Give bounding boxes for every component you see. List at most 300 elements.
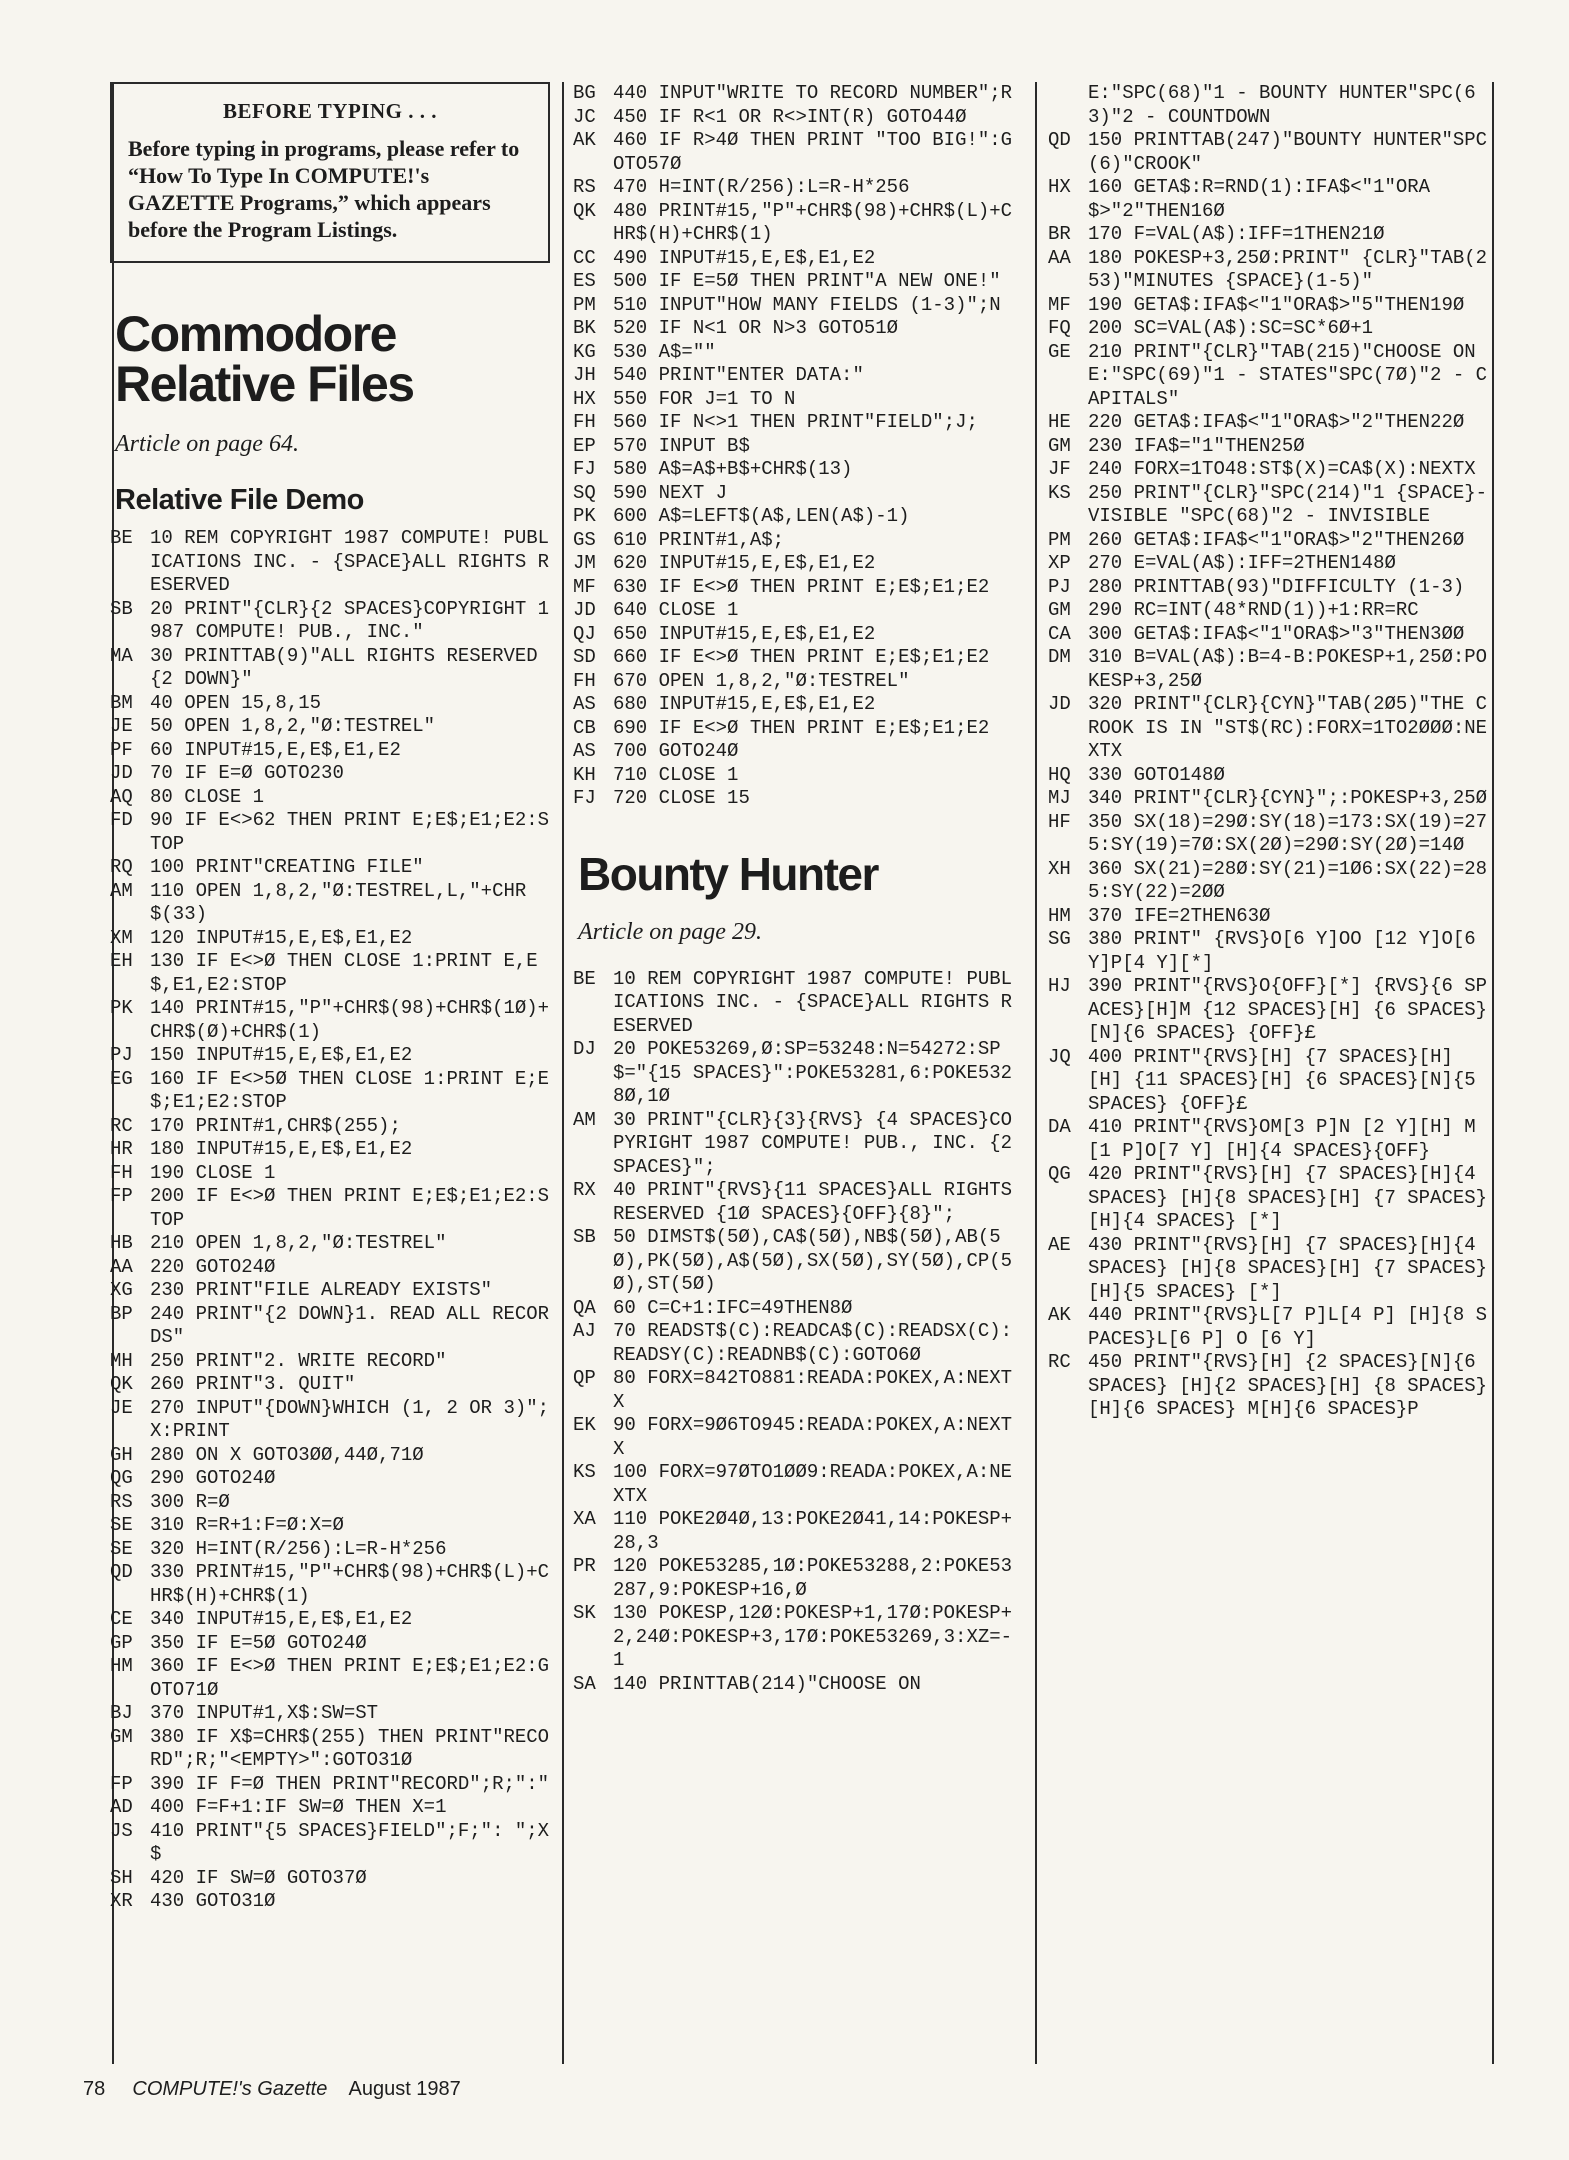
column-rule-middle [562, 82, 564, 2064]
line-number: 240 [150, 1302, 185, 1325]
code-line [573, 294, 1013, 318]
code-text [150, 856, 550, 880]
line-number: 570 [613, 434, 648, 457]
code-text [1088, 693, 1488, 764]
checksum: QG [110, 1467, 133, 1489]
statement: INPUT#15,E,E$,E1,E2 [195, 926, 413, 949]
statement: POKE2Ø4Ø,13:POKE2Ø41,14:POKESP+28,3 [613, 1508, 1013, 1554]
checksum: FJ [573, 458, 596, 480]
statement: FORX=1TO48:ST$(X)=CA$(X):NEXTX [1133, 458, 1476, 480]
code-text [1088, 928, 1488, 975]
code-text [150, 1397, 550, 1444]
code-text [1088, 764, 1488, 788]
checksum: HJ [1048, 975, 1071, 997]
code-listing-bounty-hunter [573, 967, 1024, 1697]
statement: IF E=5Ø GOTO24Ø [195, 1631, 367, 1654]
code-text [613, 693, 1013, 717]
checksum: JM [573, 552, 596, 574]
code-line [1048, 1046, 1488, 1117]
code-line [573, 482, 1013, 506]
article-title-line-2: Relative Files [115, 356, 414, 412]
code-line [1048, 294, 1488, 318]
checksum: RX [573, 1179, 596, 1201]
code-listing-bounty-hunter-continued [1048, 82, 1499, 1422]
statement: GOTO148Ø [1133, 763, 1225, 786]
code-line [1048, 1304, 1488, 1351]
line-number: 190 [150, 1161, 185, 1184]
code-text [613, 1602, 1013, 1673]
code-line [573, 740, 1013, 764]
checksum: AA [110, 1255, 133, 1278]
checksum: XM [110, 926, 133, 949]
line-number: 510 [613, 293, 648, 316]
code-line [110, 1726, 550, 1773]
code-line [110, 880, 550, 927]
line-number: 260 [1088, 528, 1123, 551]
checksum: HQ [1048, 763, 1071, 786]
code-line [1048, 576, 1488, 600]
checksum: BM [110, 691, 133, 714]
line-number: 450 [1088, 1351, 1123, 1373]
code-text [613, 787, 1013, 811]
checksum: AM [573, 1108, 596, 1131]
line-number: 440 [1088, 1304, 1123, 1326]
code-text [150, 1044, 550, 1068]
code-line [573, 1508, 1013, 1555]
code-line [1048, 176, 1488, 223]
line-number: 600 [613, 505, 648, 527]
statement: CLOSE 1 [658, 599, 739, 621]
code-text [613, 968, 1013, 1039]
checksum: JE [110, 1396, 133, 1419]
checksum: RQ [110, 856, 133, 878]
checksum: KS [1048, 481, 1071, 504]
line-number: 470 [613, 176, 648, 198]
statement: R=Ø [195, 1490, 230, 1513]
line-number: 120 [150, 926, 185, 949]
article-title [115, 306, 550, 412]
checksum: SD [573, 646, 596, 668]
line-number: 380 [150, 1725, 185, 1748]
checksum: JD [1048, 693, 1071, 715]
code-text [150, 1185, 550, 1232]
statement: PRINT"2. WRITE RECORD" [195, 1349, 447, 1372]
statement: IF R<1 OR R<>INT(R) GOTO44Ø [658, 105, 967, 128]
statement: INPUT#15,E,E$,E1,E2 [658, 246, 876, 269]
line-number: 10 [150, 527, 173, 549]
code-line [110, 1890, 550, 1914]
statement: IF F=Ø THEN PRINT"RECORD";R;":" [195, 1772, 550, 1795]
checksum: AM [110, 879, 133, 902]
checksum: SE [110, 1514, 133, 1536]
checksum: QK [573, 199, 596, 222]
before-typing-title: BEFORE TYPING . . . [223, 99, 437, 123]
code-line [1048, 435, 1488, 459]
checksum: RC [1048, 1351, 1071, 1373]
statement: PRINTTAB(247)"BOUNTY HUNTER"SPC(6)"CROOK" [1088, 129, 1488, 175]
checksum: QG [1048, 1163, 1071, 1185]
statement: FORX=842TO881:READA:POKEX,A:NEXTX [613, 1367, 1013, 1413]
code-line [110, 739, 550, 763]
code-text [150, 1303, 550, 1350]
code-text [150, 997, 550, 1044]
checksum: BJ [110, 1702, 133, 1724]
line-number: 80 [613, 1367, 636, 1389]
line-number: 430 [1088, 1233, 1123, 1256]
line-number: 300 [1088, 622, 1123, 645]
code-line [110, 1867, 550, 1891]
checksum: FQ [1048, 317, 1071, 339]
statement: PRINTTAB(93)"DIFFICULTY (1-3) [1133, 575, 1465, 598]
checksum: HR [110, 1138, 133, 1160]
line-number: 430 [150, 1890, 185, 1912]
line-number: 410 [1088, 1116, 1123, 1138]
statement: PRINTTAB(9)"ALL RIGHTS RESERVED{2 DOWN}" [150, 644, 538, 690]
statement: GETA$:IFA$<"1"ORA$>"2"THEN26Ø [1133, 528, 1465, 551]
checksum: HX [573, 387, 596, 410]
code-text [613, 505, 1013, 529]
statement: IF N<1 OR N>3 GOTO51Ø [658, 317, 899, 339]
statement: POKESP+3,25Ø:PRINT" {CLR}"TAB(253)"MINUTES {SPACE}(1-5)" [1088, 246, 1488, 292]
before-typing-body: Before typing in programs, please refer to “How To Type In COMPUTE!'s GAZETTE Programs,” which appears before the Program Listings. [128, 136, 520, 242]
checksum: XH [1048, 857, 1071, 880]
code-text [1088, 576, 1488, 600]
statement: IF E<>Ø THEN PRINT E;E$;E1;E2:STOP [150, 1185, 550, 1231]
line-number: 360 [1088, 857, 1123, 880]
code-text [613, 364, 1013, 388]
line-number: 140 [150, 997, 185, 1019]
statement: CLOSE 1 [184, 785, 265, 808]
code-text [150, 715, 550, 739]
code-line [110, 1561, 550, 1608]
code-line [573, 106, 1013, 130]
line-number: 690 [613, 716, 648, 739]
code-line [110, 786, 550, 810]
line-number: 320 [150, 1537, 185, 1560]
statement: INPUT#15,E,E$,E1,E2 [195, 1044, 413, 1066]
line-number: 90 [613, 1414, 636, 1436]
code-text [150, 1561, 550, 1608]
statement: GETA$:IFA$<"1"ORA$>"2"THEN22Ø [1133, 411, 1465, 433]
statement: SX(21)=28Ø:SY(21)=1Ø6:SX(22)=285:SY(22)=2ØØ [1088, 857, 1488, 903]
statement: IF E<>Ø THEN PRINT E;E$;E1;E2 [658, 575, 990, 598]
line-number: 140 [613, 1672, 648, 1695]
line-number: 70 [613, 1320, 636, 1342]
code-listing-relative-file-demo-continued [573, 82, 1013, 811]
code-line [110, 1773, 550, 1797]
line-number: 480 [613, 199, 648, 222]
statement: INPUT#15,E,E$,E1,E2 [658, 552, 876, 574]
checksum: BP [110, 1302, 133, 1325]
checksum: SB [573, 1226, 596, 1248]
code-text [1088, 905, 1488, 929]
checksum: HX [1048, 176, 1071, 198]
code-text [613, 1555, 1013, 1602]
statement: IF X$=CHR$(255) THEN PRINT"RECORD";R;"<EMPTY>":GOTO31Ø [150, 1725, 550, 1771]
statement: PRINT#15,"P"+CHR$(98)+CHR$(1Ø)+CHR$(Ø)+CHR$(1) [150, 997, 550, 1043]
statement: READST$(C):READCA$(C):READSX(C):READSY(C):READNB$(C):GOTO6Ø [613, 1320, 1013, 1366]
code-text [1088, 411, 1488, 435]
code-line [110, 1303, 550, 1350]
statement: ON X GOTO3ØØ,44Ø,71Ø [195, 1443, 424, 1466]
checksum: MA [110, 644, 133, 667]
code-text [1088, 294, 1488, 318]
code-text [1088, 529, 1488, 553]
line-number: 120 [613, 1555, 648, 1577]
checksum: FH [573, 411, 596, 433]
statement: E=VAL(A$):IFF=2THEN148Ø [1133, 552, 1396, 574]
code-line [1048, 646, 1488, 693]
code-line [110, 1068, 550, 1115]
code-line [110, 1608, 550, 1632]
code-text [150, 1491, 550, 1515]
statement: POKE53285,1Ø:POKE53288,2:POKE53287,9:POKESP+16,Ø [613, 1555, 1013, 1601]
code-text [150, 927, 550, 951]
code-text [1088, 646, 1488, 693]
statement: GOTO24Ø [195, 1467, 276, 1489]
code-line [1048, 481, 1499, 529]
line-number: 370 [1088, 904, 1123, 927]
code-text [150, 1162, 550, 1186]
checksum: GM [110, 1725, 133, 1748]
code-text [613, 200, 1013, 247]
line-number: 310 [1088, 646, 1123, 668]
line-number: 350 [1088, 810, 1123, 833]
line-number: 340 [1088, 787, 1123, 809]
code-text [1088, 1116, 1488, 1163]
code-text [1088, 458, 1488, 482]
page-footer [83, 2078, 461, 2101]
code-line [1048, 787, 1488, 811]
code-text [613, 1226, 1013, 1297]
issue-date: August 1987 [348, 2078, 461, 2100]
checksum: SA [573, 1672, 596, 1695]
code-text [150, 1232, 550, 1256]
code-text [613, 1108, 1024, 1180]
code-line [110, 1279, 550, 1303]
statement: REM COPYRIGHT 1987 COMPUTE! PUBLICATIONS INC. - {SPACE}ALL RIGHTS RESERVED [613, 967, 1013, 1037]
statement: PRINT#1,A$; [658, 528, 785, 551]
code-line [1048, 341, 1488, 412]
bounty-hunter-page-reference: Article on page 29. [578, 918, 762, 945]
code-text [150, 1350, 550, 1374]
checksum: EH [110, 950, 133, 972]
line-number: 620 [613, 552, 648, 574]
line-number: 90 [150, 809, 173, 831]
column-2 [573, 82, 1024, 1696]
statement: PRINT"{CLR}"SPC(214)"1 {SPACE}- VISIBLE "SPC(68)"2 - INVISIBLE [1088, 481, 1499, 527]
code-line [1048, 1116, 1488, 1163]
statement: PRINT#1,CHR$(255); [195, 1114, 401, 1137]
code-line [573, 435, 1013, 459]
line-number: 330 [150, 1561, 185, 1583]
line-number: 410 [150, 1819, 185, 1842]
code-text [1088, 1304, 1488, 1351]
statement: POKE53269,Ø:SP=53248:N=54272:SP$="{15 SPACES}":POKE53281,6:POKE5328Ø,1Ø [613, 1038, 1013, 1107]
code-text [150, 1467, 550, 1491]
statement: F=F+1:IF SW=Ø THEN X=1 [195, 1796, 447, 1818]
statement: PRINT"{RVS}OM[3 P]N [2 Y][H] M[1 P]O[7 Y] [H]{4 SPACES}{OFF} [1088, 1116, 1476, 1162]
checksum: MH [110, 1349, 133, 1372]
statement: GETA$:IFA$<"1"ORA$>"3"THEN3ØØ [1133, 622, 1465, 645]
statement: PRINT"{5 SPACES}FIELD";F;": ";X$ [150, 1819, 550, 1865]
line-number: 340 [150, 1608, 185, 1630]
code-text [613, 1179, 1024, 1226]
code-text [613, 576, 1013, 600]
line-number: 520 [613, 317, 648, 339]
publication-name: COMPUTE!'s Gazette [132, 2078, 328, 2100]
code-text [150, 739, 550, 763]
code-text [613, 1038, 1013, 1109]
code-text [613, 82, 1013, 106]
line-number: 190 [1088, 293, 1123, 316]
listing-subtitle: Relative File Demo [115, 484, 364, 516]
statement: PRINT"3. QUIT" [195, 1373, 356, 1395]
statement: IF E=5Ø THEN PRINT"A NEW ONE!" [658, 270, 1001, 292]
statement: PRINT"{RVS}[H] {7 SPACES}[H]{4 SPACES} [H]{8 SPACES}[H] {7 SPACES}[H]{5 SPACES} [*] [1088, 1233, 1488, 1303]
code-text [1088, 1351, 1488, 1422]
article-page-reference: Article on page 64. [115, 431, 299, 457]
line-number: 530 [613, 340, 648, 363]
code-line [573, 82, 1013, 106]
code-line [1048, 905, 1488, 929]
code-line [110, 715, 550, 739]
checksum [1048, 82, 1088, 129]
line-number: 440 [613, 82, 648, 104]
code-line [1048, 1234, 1488, 1305]
code-line [110, 856, 550, 880]
checksum: HF [1048, 810, 1071, 833]
code-text [613, 529, 1013, 553]
code-text [1088, 975, 1488, 1046]
line-number: 700 [613, 740, 648, 762]
statement: R=R+1:F=Ø:X=Ø [195, 1514, 344, 1536]
statement: OPEN 1,8,2,"Ø:TESTREL" [184, 715, 436, 737]
code-text [1088, 1234, 1488, 1305]
statement: PRINT"{CLR}{3}{RVS} {4 SPACES}COPYRIGHT 1987 COMPUTE! PUB., INC. {2 SPACES}"; [613, 1108, 1024, 1178]
code-text [150, 762, 550, 786]
line-number: 350 [150, 1631, 185, 1654]
statement: IF E<>Ø THEN PRINT E;E$;E1;E2 [658, 716, 990, 739]
code-line [110, 1044, 550, 1068]
checksum: JH [573, 364, 596, 386]
statement: INPUT#15,E,E$,E1,E2 [658, 693, 876, 715]
line-number: 580 [613, 458, 648, 480]
line-number: 390 [150, 1772, 185, 1795]
code-line [573, 1179, 1024, 1226]
line-number: 30 [150, 644, 173, 667]
code-line [110, 645, 550, 692]
code-line [573, 576, 1013, 600]
line-number: 100 [613, 1461, 648, 1483]
checksum: JD [573, 599, 596, 621]
code-text [150, 1820, 550, 1867]
code-line [1048, 693, 1488, 764]
line-number: 130 [613, 1602, 648, 1624]
code-line [110, 1138, 550, 1162]
statement: GETA$:R=RND(1):IFA$<"1"ORA$>"2"THEN16Ø [1088, 176, 1431, 222]
code-text [613, 1508, 1013, 1555]
code-line [573, 458, 1013, 482]
code-text [613, 294, 1013, 318]
code-text [150, 1773, 550, 1797]
column-rule-far-right [1492, 82, 1494, 2064]
checksum: PK [573, 505, 596, 527]
checksum: ES [573, 270, 596, 292]
code-line [110, 997, 550, 1044]
code-line [1048, 247, 1488, 294]
statement: B=VAL(A$):B=4-B:POKESP+1,25Ø:POKESP+3,25Ø [1088, 646, 1488, 692]
code-line [110, 1491, 550, 1515]
line-number: 610 [613, 528, 648, 551]
code-line [110, 1796, 550, 1820]
code-line [573, 505, 1013, 529]
code-text [1088, 858, 1488, 905]
line-number: 720 [613, 787, 648, 809]
code-line [110, 1373, 550, 1397]
code-text [150, 1279, 550, 1303]
line-number: 270 [150, 1396, 185, 1419]
code-line [573, 623, 1013, 647]
code-text [1088, 1046, 1488, 1117]
statement: OPEN 1,8,2,"Ø:TESTREL,L,"+CHR$(33) [150, 879, 527, 925]
statement: INPUT#15,E,E$,E1,E2 [658, 622, 876, 645]
code-text [613, 482, 1013, 506]
code-text [1088, 787, 1488, 811]
checksum: QD [1048, 129, 1071, 151]
checksum: HM [110, 1655, 133, 1677]
line-number: 270 [1088, 552, 1123, 574]
line-number: 200 [1088, 317, 1123, 339]
line-number: 210 [150, 1232, 185, 1254]
line-number: 490 [613, 246, 648, 269]
checksum: JC [573, 105, 596, 128]
code-line [1048, 975, 1488, 1046]
line-number: 150 [1088, 129, 1123, 151]
line-number: 220 [150, 1255, 185, 1278]
code-text [613, 1367, 1013, 1414]
line-number: 420 [1088, 1163, 1123, 1185]
checksum: AE [1048, 1233, 1071, 1256]
statement: CLOSE 1 [658, 763, 739, 786]
line-number: 220 [1088, 411, 1123, 433]
statement: PRINT"{CLR}{2 SPACES}COPYRIGHT 1987 COMPUTE! PUB., INC." [150, 597, 550, 643]
line-number: 680 [613, 693, 648, 715]
article-title-line-1: Commodore [115, 306, 396, 362]
code-line [110, 1397, 550, 1444]
checksum: GE [1048, 340, 1071, 363]
code-text [613, 670, 1013, 694]
code-line [573, 1414, 1013, 1461]
code-line [573, 1367, 1013, 1414]
code-line [110, 1820, 550, 1867]
checksum: BK [573, 317, 596, 339]
code-text [613, 764, 1013, 788]
checksum: FP [110, 1185, 133, 1207]
code-text [150, 1867, 550, 1891]
code-text [1088, 552, 1488, 576]
code-text [1088, 1163, 1488, 1234]
line-number: 170 [150, 1114, 185, 1137]
code-line [573, 1555, 1013, 1602]
statement: OPEN 1,8,2,"Ø:TESTREL" [658, 669, 910, 692]
code-text [150, 1796, 550, 1820]
code-text [1088, 129, 1488, 176]
checksum: MF [1048, 293, 1071, 316]
checksum: EG [110, 1067, 133, 1090]
checksum: XR [110, 1890, 133, 1912]
code-line [1048, 82, 1488, 129]
